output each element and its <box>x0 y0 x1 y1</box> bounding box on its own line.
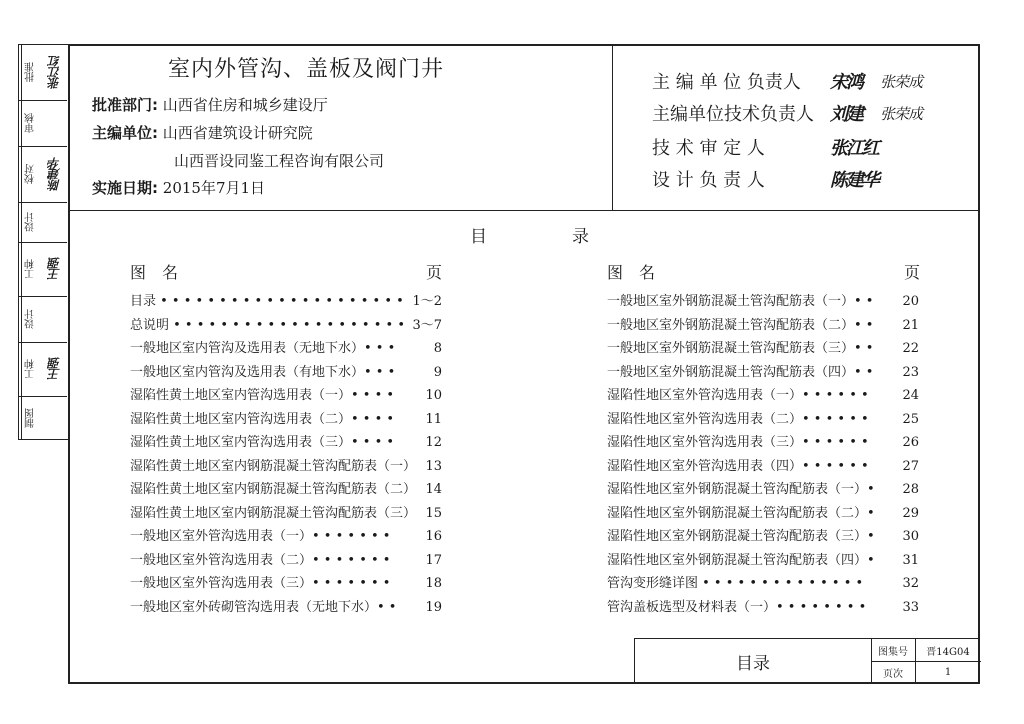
toc-entry <box>130 503 442 525</box>
date-label: 实施日期: <box>92 179 158 197</box>
strip-label: 工种 <box>21 243 40 296</box>
toc-entry-page: 18 <box>425 576 442 591</box>
toc-entry-title: 一般地区室内管沟及选用表（无地下水）• • • <box>130 341 396 356</box>
header-divider <box>68 210 980 211</box>
toc-entry-page: 16 <box>425 529 442 544</box>
toc-entry <box>607 550 919 572</box>
toc-entry-title: 目录 • • • • • • • • • • • • • • • • • • • • • <box>130 294 404 309</box>
toc-entry-title: 管沟变形缝详图 • • • • • • • • • • • • • • <box>607 576 864 591</box>
responsible-row <box>652 100 922 126</box>
strip-signature: 王强 <box>47 358 62 381</box>
toc-entry-title: 管沟盖板选型及材料表（一）• • • • • • • • <box>607 599 867 615</box>
toc-entry-page: 11 <box>425 411 442 427</box>
toc-entry <box>130 338 442 360</box>
toc-entry-page: 12 <box>425 435 442 450</box>
strip-label: 设计 <box>21 297 40 342</box>
toc-entry-title: 湿陷性地区室外管沟选用表（一）• • • • • • <box>607 388 869 403</box>
toc-entry-title: 一般地区室外管沟选用表（三）• • • • • • • <box>130 576 391 591</box>
toc-entry <box>130 432 442 454</box>
toc-entry <box>130 385 442 407</box>
left-col-page-header: 页 <box>426 263 443 282</box>
strip-label: 设计 <box>21 203 40 242</box>
toc-entry <box>607 385 919 407</box>
toc-entry-page: 33 <box>902 599 919 615</box>
toc-entry <box>607 338 919 360</box>
strip-signature: 王强 <box>47 258 62 281</box>
toc-entry-title: 湿陷性地区室外钢筋混凝土管沟配筋表（四）• <box>607 552 875 568</box>
toc-entry-title: 一般地区室外钢筋混凝土管沟配筋表（四）• • <box>607 364 874 380</box>
responsible-row <box>652 134 878 160</box>
toc-entry-page: 10 <box>425 388 442 403</box>
toc-entry-title: 湿陷性地区室外管沟选用表（三）• • • • • • <box>607 435 869 450</box>
toc-entry <box>607 597 919 619</box>
responsible-label: 设 计 负 责 人 <box>652 170 765 191</box>
right-col-name-header: 图 名 <box>607 263 656 282</box>
toc-entry-page: 30 <box>902 529 919 544</box>
header-divider-vertical <box>612 44 613 210</box>
strip-cell <box>19 101 67 147</box>
toc-entry <box>130 479 442 501</box>
toc-entry <box>130 315 442 337</box>
approval-value: 山西省住房和城乡建设厅 <box>162 96 328 114</box>
title-block-name: 目录 <box>736 653 770 674</box>
toc-entry-page: 32 <box>902 576 919 591</box>
toc-entry-page: 9 <box>433 364 442 380</box>
responsible-label: 主 编 单 位 负责人 <box>652 72 801 93</box>
strip-label: 制图 <box>21 397 40 439</box>
toc-entry <box>130 362 442 384</box>
title-block <box>634 638 980 684</box>
toc-entry-page: 17 <box>425 552 442 568</box>
toc-entry <box>130 456 442 478</box>
toc-entry <box>607 315 919 337</box>
strip-cell <box>19 243 67 297</box>
strip-signature: 张江红 <box>47 56 62 89</box>
toc-entry-title: 湿陷性黄土地区室内钢筋混凝土管沟配筋表（二） <box>130 482 417 497</box>
toc-entry-page: 27 <box>902 458 919 474</box>
toc-entry-title: 湿陷性黄土地区室内钢筋混凝土管沟配筋表（一） <box>130 458 417 474</box>
toc-entry-page: 13 <box>425 458 442 474</box>
toc-entry-title: 总说明 • • • • • • • • • • • • • • • • • • • • <box>130 317 406 333</box>
editor-label: 主编单位: <box>92 124 158 142</box>
signature: 张江红 <box>830 138 878 159</box>
toc-entry <box>607 409 919 431</box>
toc-entry-page: 22 <box>902 341 919 356</box>
toc-entry <box>130 409 442 431</box>
toc-entry-page: 25 <box>902 411 919 427</box>
toc-entry <box>607 456 919 478</box>
strip-label: 批准 <box>21 45 40 100</box>
toc-entry-page: 20 <box>902 294 919 309</box>
toc-entry <box>607 432 919 454</box>
toc-entry-page: 29 <box>902 505 919 521</box>
toc-entry <box>130 291 442 313</box>
approval-line <box>92 94 328 115</box>
strip-cell <box>19 147 67 203</box>
toc-entry <box>607 479 919 501</box>
toc-entry-title: 一般地区室外钢筋混凝土管沟配筋表（二）• • <box>607 317 874 333</box>
toc-entry-title: 湿陷性地区室外钢筋混凝土管沟配筋表（二）• <box>607 505 875 521</box>
toc-entry-title: 湿陷性黄土地区室内管沟选用表（三）• • • • <box>130 435 395 450</box>
responsible-label: 主编单位技术负责人 <box>652 104 814 125</box>
toc-entry-title: 湿陷性地区室外管沟选用表（二）• • • • • • <box>607 411 869 427</box>
date-line <box>92 177 265 198</box>
signature: 陈建华 <box>830 170 878 191</box>
editor-line-2 <box>174 150 384 171</box>
atlas-number: 晋14G04 <box>926 646 970 658</box>
toc-entry <box>607 526 919 548</box>
strip-signature: 陈建华 <box>47 158 62 191</box>
toc-entry-page: 28 <box>902 482 919 497</box>
toc-entry-page: 3～7 <box>412 317 442 333</box>
signature-strip <box>18 44 68 440</box>
toc-entry <box>130 526 442 548</box>
toc-entry-title: 湿陷性黄土地区室内管沟选用表（一）• • • • <box>130 388 395 403</box>
strip-label: 工种 <box>21 343 40 396</box>
toc-entry-page: 1～2 <box>412 294 442 309</box>
strip-cell <box>19 343 67 397</box>
toc-title: 目 录 <box>470 227 589 247</box>
toc-entry-title: 湿陷性地区室外钢筋混凝土管沟配筋表（三）• <box>607 529 875 544</box>
page-label: 页次 <box>883 668 903 680</box>
toc-entry <box>130 573 442 595</box>
toc-entry-title: 一般地区室外钢筋混凝土管沟配筋表（一）• • <box>607 294 874 309</box>
toc-entry-page: 23 <box>902 364 919 380</box>
strip-label: 审核 <box>21 101 40 146</box>
responsible-row <box>652 166 878 192</box>
signature: 刘建 <box>830 104 862 125</box>
toc-entry-title: 一般地区室内管沟及选用表（有地下水）• • • <box>130 364 396 380</box>
toc-entry <box>607 573 919 595</box>
toc-entry-title: 湿陷性地区室外管沟选用表（四）• • • • • • <box>607 458 869 474</box>
toc-entry-title: 湿陷性黄土地区室内管沟选用表（二）• • • • <box>130 411 395 427</box>
atlas-label: 图集号 <box>878 646 908 658</box>
signature: 张荣成 <box>880 72 923 91</box>
toc-entry <box>607 291 919 313</box>
toc-entry-title: 一般地区室外管沟选用表（二）• • • • • • • <box>130 552 391 568</box>
signature: 张荣成 <box>880 104 923 123</box>
toc-entry-title: 一般地区室外管沟选用表（一）• • • • • • • <box>130 529 391 544</box>
strip-signature <box>41 101 67 146</box>
toc-entry-page: 24 <box>902 388 919 403</box>
signature: 宋鸿 <box>830 72 862 93</box>
toc-entry-page: 15 <box>425 505 442 521</box>
toc-entry-title: 湿陷性地区室外钢筋混凝土管沟配筋表（一）• <box>607 482 875 497</box>
strip-cell <box>19 397 67 439</box>
toc-entry <box>607 362 919 384</box>
toc-entry-page: 19 <box>425 599 442 615</box>
editor-line <box>92 122 313 143</box>
toc-entry <box>607 503 919 525</box>
strip-signature <box>41 397 67 439</box>
left-col-name-header: 图 名 <box>130 263 179 282</box>
document-title: 室内外管沟、盖板及阀门井 <box>168 57 445 82</box>
toc-entry <box>130 550 442 572</box>
toc-entry-page: 31 <box>902 552 919 568</box>
strip-cell <box>19 45 67 101</box>
toc-entry-title: 一般地区室外砖砌管沟选用表（无地下水）• • <box>130 599 397 615</box>
toc-entry-page: 26 <box>902 435 919 450</box>
page-number: 1 <box>944 666 952 678</box>
toc-entry-page: 8 <box>433 341 442 356</box>
responsible-row <box>652 68 922 94</box>
toc-entry-page: 21 <box>902 317 919 333</box>
date-value: 2015年7月1日 <box>162 179 266 197</box>
editor-value: 山西省建筑设计研究院 <box>162 124 313 142</box>
strip-signature <box>41 297 67 342</box>
toc-entry-page: 14 <box>425 482 442 497</box>
toc-entry-title: 一般地区室外钢筋混凝土管沟配筋表（三）• • <box>607 341 874 356</box>
toc-entry <box>130 597 442 619</box>
toc-entry-title: 湿陷性黄土地区室内钢筋混凝土管沟配筋表（三） <box>130 505 417 521</box>
editor-value-2: 山西晋设同鉴工程咨询有限公司 <box>174 152 385 170</box>
responsible-label: 技 术 审 定 人 <box>652 138 765 159</box>
strip-signature <box>41 203 67 242</box>
approval-label: 批准部门: <box>92 96 158 114</box>
strip-label: 校对 <box>21 147 40 202</box>
strip-cell <box>19 203 67 243</box>
strip-cell <box>19 297 67 343</box>
right-col-page-header: 页 <box>904 263 921 282</box>
